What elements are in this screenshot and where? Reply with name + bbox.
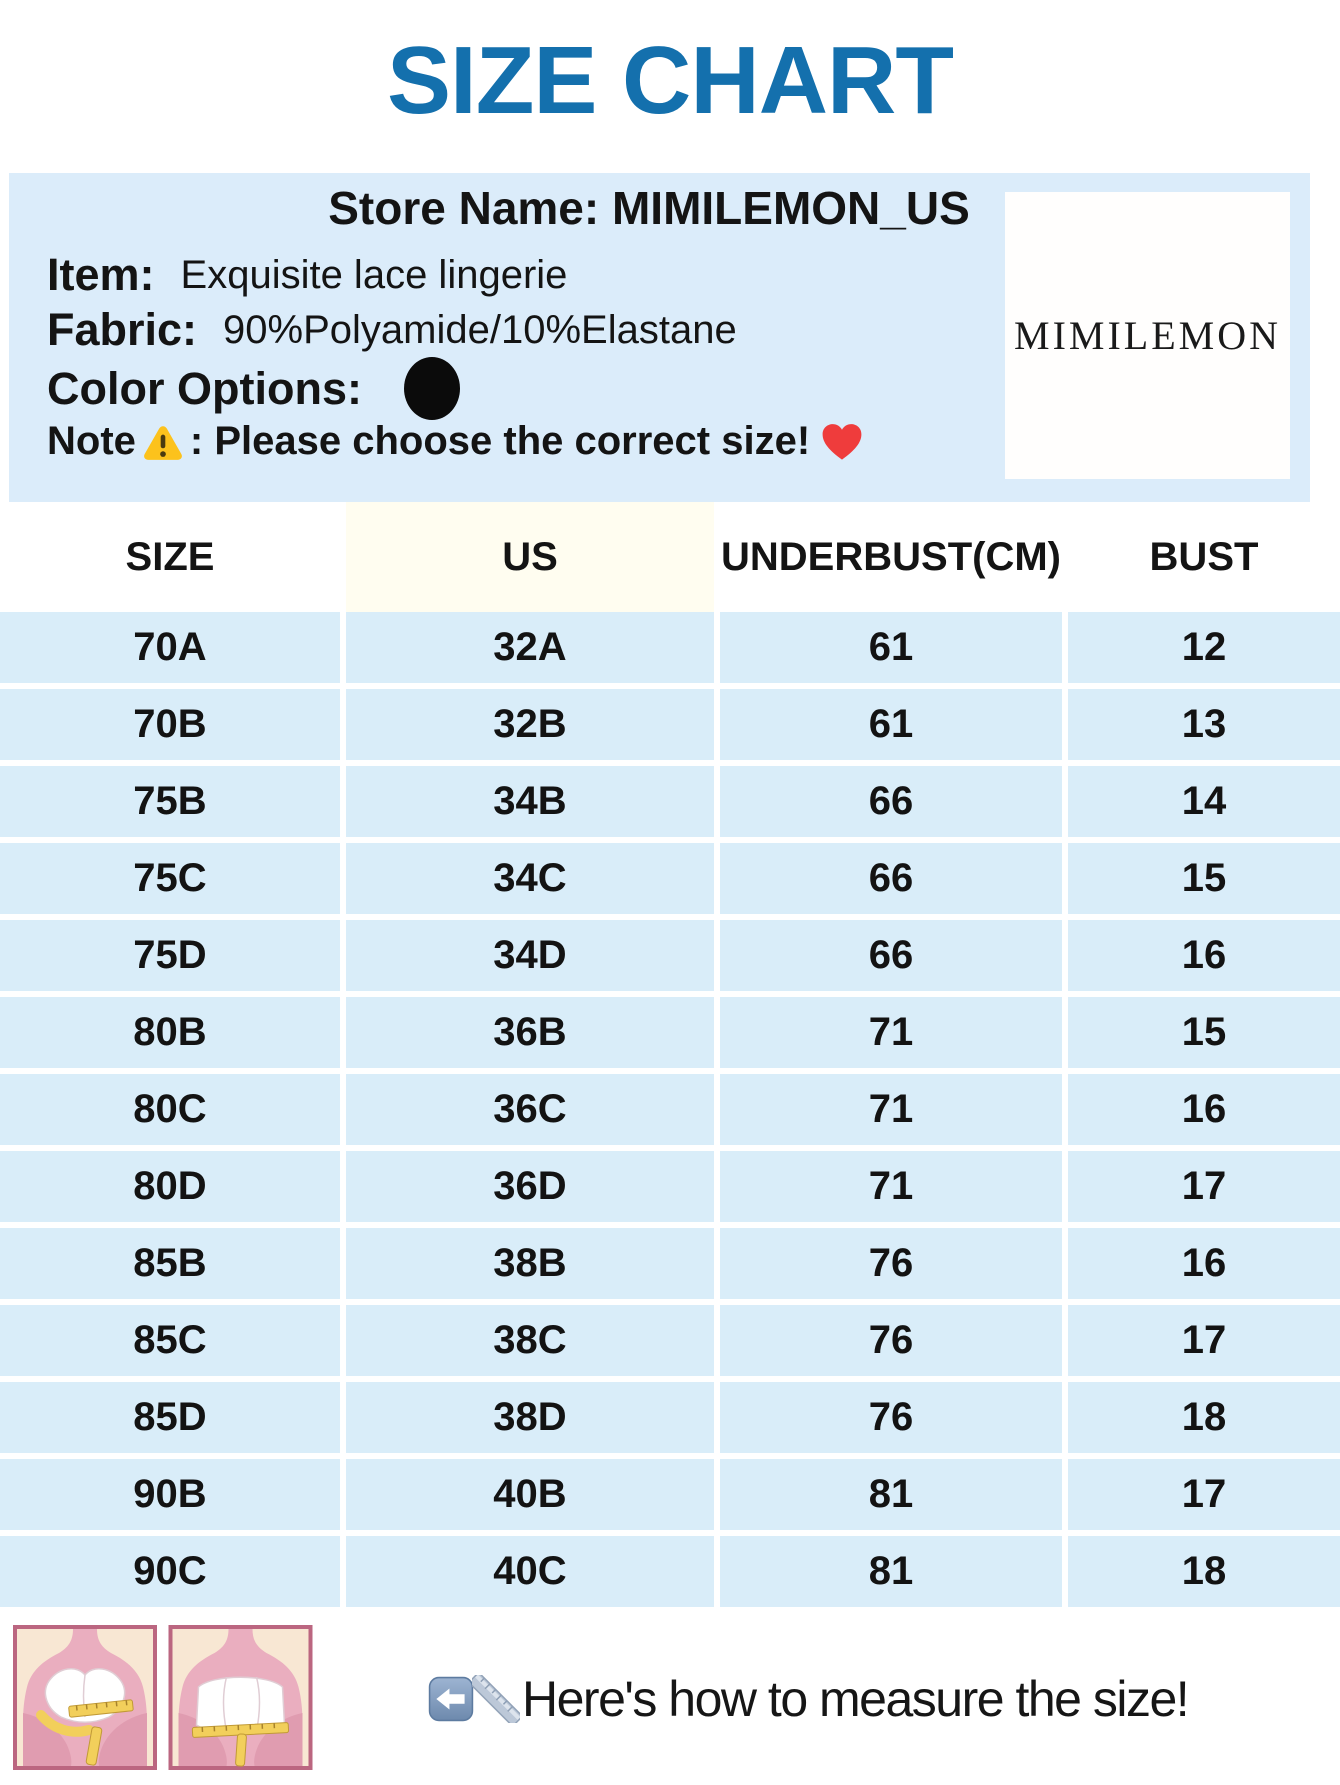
fabric-line (47, 304, 737, 356)
cell-size: 85C (0, 1305, 340, 1376)
store-name-line: Store Name: MIMILEMON_US (328, 182, 970, 234)
cell-size: 70B (0, 689, 340, 760)
table-row (0, 689, 1340, 760)
cell-us: 32B (346, 689, 714, 760)
ruler-icon (472, 1675, 520, 1723)
table-row (0, 766, 1340, 837)
note-line (47, 419, 864, 464)
cell-size: 70A (0, 612, 340, 683)
brand-logo: MIMILEMON (1014, 313, 1281, 358)
cell-us: 36B (346, 997, 714, 1068)
cell-bust: 17 (1068, 1151, 1340, 1222)
cell-size: 75B (0, 766, 340, 837)
bust-measure-illustration (168, 1625, 313, 1770)
cell-us: 32A (346, 612, 714, 683)
measure-instruction-line (428, 1670, 1188, 1728)
table-row (0, 1228, 1340, 1299)
cell-bust: 17 (1068, 1305, 1340, 1376)
cell-us: 36D (346, 1151, 714, 1222)
cell-bust: 16 (1068, 920, 1340, 991)
cell-us: 38D (346, 1382, 714, 1453)
page-title: SIZE CHART (387, 27, 953, 134)
cell-underbust: 66 (720, 843, 1062, 914)
fabric-label: Fabric: (47, 304, 198, 355)
cell-size: 80C (0, 1074, 340, 1145)
measure-instruction-text: Here's how to measure the size! (522, 1671, 1189, 1727)
cell-bust: 16 (1068, 1074, 1340, 1145)
cell-us: 34C (346, 843, 714, 914)
cell-bust: 12 (1068, 612, 1340, 683)
cell-bust: 17 (1068, 1459, 1340, 1530)
cell-underbust: 81 (720, 1536, 1062, 1607)
cell-size: 80B (0, 997, 340, 1068)
header-bust: BUST (1068, 502, 1340, 612)
size-table-header (0, 502, 1340, 612)
cell-underbust: 71 (720, 997, 1062, 1068)
measuring-tape-figure-icon (168, 1625, 313, 1770)
header-underbust: UNDERBUST(CM) (720, 502, 1062, 612)
underbust-measure-illustration (13, 1625, 157, 1770)
cell-underbust: 76 (720, 1382, 1062, 1453)
table-row (0, 1151, 1340, 1222)
left-arrow-icon (428, 1676, 474, 1722)
cell-underbust: 66 (720, 766, 1062, 837)
cell-us: 40B (346, 1459, 714, 1530)
cell-bust: 14 (1068, 766, 1340, 837)
table-row (0, 1074, 1340, 1145)
cell-underbust: 81 (720, 1459, 1062, 1530)
cell-bust: 18 (1068, 1382, 1340, 1453)
warning-icon (142, 423, 184, 461)
cell-bust: 18 (1068, 1536, 1340, 1607)
color-options-line (47, 357, 460, 420)
color-options-label: Color Options: (47, 362, 362, 414)
cell-size: 90B (0, 1459, 340, 1530)
cell-underbust: 61 (720, 612, 1062, 683)
cell-us: 34B (346, 766, 714, 837)
table-row (0, 612, 1340, 683)
cell-us: 36C (346, 1074, 714, 1145)
info-panel (9, 173, 1310, 502)
measuring-tape-figure-icon (13, 1625, 157, 1770)
cell-size: 80D (0, 1151, 340, 1222)
note-prefix: Note (47, 419, 136, 463)
cell-size: 75C (0, 843, 340, 914)
cell-us: 38C (346, 1305, 714, 1376)
item-label: Item: (47, 249, 155, 300)
table-row (0, 1536, 1340, 1607)
table-row (0, 843, 1340, 914)
cell-size: 75D (0, 920, 340, 991)
header-size: SIZE (0, 502, 340, 612)
table-row (0, 920, 1340, 991)
cell-underbust: 76 (720, 1228, 1062, 1299)
table-row (0, 997, 1340, 1068)
cell-underbust: 66 (720, 920, 1062, 991)
fabric-value: 90%Polyamide/10%Elastane (223, 307, 737, 352)
cell-us: 38B (346, 1228, 714, 1299)
cell-size: 85D (0, 1382, 340, 1453)
cell-underbust: 61 (720, 689, 1062, 760)
header-us: US (346, 502, 714, 612)
cell-us: 34D (346, 920, 714, 991)
cell-bust: 13 (1068, 689, 1340, 760)
black-circle-swatch-icon (404, 357, 460, 420)
cell-underbust: 76 (720, 1305, 1062, 1376)
cell-size: 85B (0, 1228, 340, 1299)
red-heart-icon (820, 422, 864, 462)
cell-underbust: 71 (720, 1151, 1062, 1222)
table-row (0, 1459, 1340, 1530)
cell-size: 90C (0, 1536, 340, 1607)
table-row (0, 1305, 1340, 1376)
brand-logo-box (1005, 192, 1290, 479)
cell-bust: 15 (1068, 843, 1340, 914)
item-line (47, 249, 567, 301)
cell-us: 40C (346, 1536, 714, 1607)
cell-bust: 15 (1068, 997, 1340, 1068)
cell-underbust: 71 (720, 1074, 1062, 1145)
table-row (0, 1382, 1340, 1453)
cell-bust: 16 (1068, 1228, 1340, 1299)
size-table (0, 612, 1340, 1613)
item-value: Exquisite lace lingerie (180, 252, 568, 297)
note-text: : Please choose the correct size! (189, 419, 811, 463)
